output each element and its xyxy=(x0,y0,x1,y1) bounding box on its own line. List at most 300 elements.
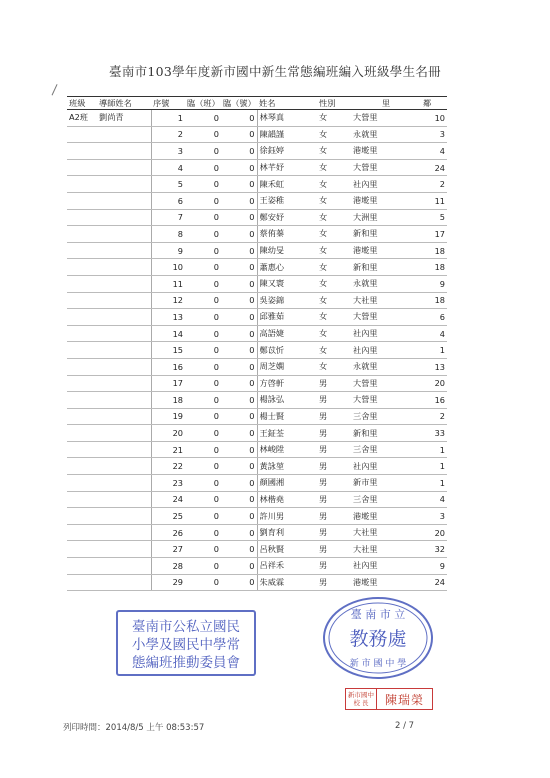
cell-neighborhood: 32 xyxy=(421,541,447,558)
cell-seq: 6 xyxy=(151,192,185,209)
cell-village: 三舍里 xyxy=(351,491,421,508)
cell-seq: 10 xyxy=(151,259,185,276)
cell-temp-num: 0 xyxy=(221,209,257,226)
cell-seq: 24 xyxy=(151,491,185,508)
cell-gender: 女 xyxy=(317,292,351,309)
cell-class xyxy=(67,192,97,209)
cell-class xyxy=(67,309,97,326)
cell-teacher xyxy=(97,342,151,359)
cell-name: 高語婕 xyxy=(257,325,317,342)
table-row xyxy=(67,159,447,176)
table-row xyxy=(67,209,447,226)
cell-class xyxy=(67,558,97,575)
cell-gender: 男 xyxy=(317,441,351,458)
cell-name: 吳姿錦 xyxy=(257,292,317,309)
table-row xyxy=(67,309,447,326)
cell-neighborhood: 24 xyxy=(421,574,447,591)
col-class: 班級 xyxy=(67,97,97,110)
cell-village: 港墘里 xyxy=(351,242,421,259)
cell-name: 鄭安妤 xyxy=(257,209,317,226)
cell-village: 永就里 xyxy=(351,126,421,143)
cell-teacher xyxy=(97,475,151,492)
cell-neighborhood: 33 xyxy=(421,425,447,442)
cell-name: 王鉦荃 xyxy=(257,425,317,442)
cell-class xyxy=(67,574,97,591)
cell-village: 社內里 xyxy=(351,176,421,193)
table-row xyxy=(67,358,447,375)
table-row xyxy=(67,441,447,458)
cell-neighborhood: 18 xyxy=(421,292,447,309)
cell-temp-num: 0 xyxy=(221,441,257,458)
table-row xyxy=(67,192,447,209)
cell-village: 大社里 xyxy=(351,292,421,309)
table-row xyxy=(67,558,447,575)
cell-temp-num: 0 xyxy=(221,375,257,392)
cell-village: 大營里 xyxy=(351,159,421,176)
cell-gender: 男 xyxy=(317,491,351,508)
cell-seq: 26 xyxy=(151,524,185,541)
cell-temp-class: 0 xyxy=(185,392,221,409)
table-row xyxy=(67,491,447,508)
cell-seq: 7 xyxy=(151,209,185,226)
cell-neighborhood: 6 xyxy=(421,309,447,326)
cell-class xyxy=(67,375,97,392)
cell-village: 大營里 xyxy=(351,110,421,127)
cell-teacher xyxy=(97,408,151,425)
cell-name: 陳幼旻 xyxy=(257,242,317,259)
cell-village: 港墘里 xyxy=(351,192,421,209)
cell-temp-class: 0 xyxy=(185,325,221,342)
cell-temp-num: 0 xyxy=(221,192,257,209)
committee-stamp-line: 小學及國民中學常 xyxy=(132,637,240,653)
cell-teacher xyxy=(97,292,151,309)
cell-name: 呂祥禾 xyxy=(257,558,317,575)
col-village: 里 xyxy=(351,97,421,110)
office-seal-center: 教務處 xyxy=(349,628,407,650)
cell-village: 三舍里 xyxy=(351,441,421,458)
cell-temp-num: 0 xyxy=(221,491,257,508)
cell-gender: 女 xyxy=(317,143,351,160)
table-row xyxy=(67,541,447,558)
cell-temp-class: 0 xyxy=(185,475,221,492)
cell-class xyxy=(67,541,97,558)
office-seal-top: 臺 南 市 立 xyxy=(350,608,406,621)
cell-neighborhood: 2 xyxy=(421,408,447,425)
cell-village: 新和里 xyxy=(351,425,421,442)
cell-teacher xyxy=(97,458,151,475)
cell-seq: 9 xyxy=(151,242,185,259)
cell-seq: 5 xyxy=(151,176,185,193)
cell-name: 王姿稚 xyxy=(257,192,317,209)
cell-gender: 男 xyxy=(317,408,351,425)
cell-neighborhood: 1 xyxy=(421,458,447,475)
cell-gender: 女 xyxy=(317,358,351,375)
cell-temp-class: 0 xyxy=(185,110,221,127)
cell-temp-num: 0 xyxy=(221,524,257,541)
table-row xyxy=(67,508,447,525)
table-header-row xyxy=(67,97,447,110)
cell-gender: 女 xyxy=(317,176,351,193)
cell-gender: 女 xyxy=(317,110,351,127)
cell-seq: 27 xyxy=(151,541,185,558)
cell-gender: 女 xyxy=(317,275,351,292)
cell-class xyxy=(67,392,97,409)
cell-teacher xyxy=(97,226,151,243)
cell-neighborhood: 1 xyxy=(421,441,447,458)
cell-village: 社內里 xyxy=(351,458,421,475)
cell-temp-num: 0 xyxy=(221,408,257,425)
cell-seq: 11 xyxy=(151,275,185,292)
cell-temp-class: 0 xyxy=(185,508,221,525)
cell-neighborhood: 18 xyxy=(421,259,447,276)
table-row xyxy=(67,126,447,143)
cell-village: 大社里 xyxy=(351,524,421,541)
cell-teacher xyxy=(97,309,151,326)
principal-seal-school: 新市國中 xyxy=(348,691,374,699)
cell-seq: 8 xyxy=(151,226,185,243)
table-row xyxy=(67,375,447,392)
cell-neighborhood: 9 xyxy=(421,558,447,575)
cell-name: 蕭惠心 xyxy=(257,259,317,276)
cell-temp-class: 0 xyxy=(185,425,221,442)
cell-gender: 男 xyxy=(317,558,351,575)
cell-temp-num: 0 xyxy=(221,143,257,160)
cell-temp-class: 0 xyxy=(185,126,221,143)
cell-name: 楊詠弘 xyxy=(257,392,317,409)
table-row xyxy=(67,458,447,475)
col-seq: 序號 xyxy=(151,97,185,110)
cell-temp-num: 0 xyxy=(221,574,257,591)
table-row xyxy=(67,226,447,243)
cell-teacher xyxy=(97,126,151,143)
cell-gender: 男 xyxy=(317,524,351,541)
cell-village: 三舍里 xyxy=(351,408,421,425)
cell-gender: 男 xyxy=(317,375,351,392)
document-title: 臺南市103學年度新市國中新生常態編班編入班級學生名冊 xyxy=(109,64,441,79)
cell-seq: 12 xyxy=(151,292,185,309)
cell-seq: 20 xyxy=(151,425,185,442)
cell-class xyxy=(67,242,97,259)
cell-village: 港墘里 xyxy=(351,574,421,591)
cell-teacher xyxy=(97,176,151,193)
cell-class xyxy=(67,159,97,176)
cell-gender: 女 xyxy=(317,259,351,276)
cell-class xyxy=(67,441,97,458)
table-row xyxy=(67,342,447,359)
cell-village: 大營里 xyxy=(351,309,421,326)
cell-temp-num: 0 xyxy=(221,176,257,193)
cell-temp-class: 0 xyxy=(185,159,221,176)
cell-name: 林琴真 xyxy=(257,110,317,127)
table-row xyxy=(67,275,447,292)
cell-neighborhood: 20 xyxy=(421,524,447,541)
cell-temp-class: 0 xyxy=(185,226,221,243)
cell-temp-num: 0 xyxy=(221,126,257,143)
principal-seal-name: 陳瑞榮 xyxy=(384,692,424,707)
principal-seal-role: 校 長 xyxy=(353,699,369,707)
cell-temp-class: 0 xyxy=(185,143,221,160)
cell-name: 徐鈺婷 xyxy=(257,143,317,160)
cell-class: A2班 xyxy=(67,110,97,127)
table-row xyxy=(67,425,447,442)
cell-teacher xyxy=(97,574,151,591)
cell-temp-num: 0 xyxy=(221,275,257,292)
cell-teacher xyxy=(97,441,151,458)
cell-teacher xyxy=(97,508,151,525)
cell-temp-class: 0 xyxy=(185,176,221,193)
table-row xyxy=(67,574,447,591)
cell-teacher xyxy=(97,209,151,226)
col-teacher: 導師姓名 xyxy=(97,97,151,110)
cell-name: 劉育利 xyxy=(257,524,317,541)
cell-temp-class: 0 xyxy=(185,458,221,475)
cell-name: 方啓軒 xyxy=(257,375,317,392)
cell-seq: 2 xyxy=(151,126,185,143)
cell-neighborhood: 18 xyxy=(421,242,447,259)
cell-temp-class: 0 xyxy=(185,574,221,591)
cell-village: 港墘里 xyxy=(351,143,421,160)
col-temp-num: 臨（號） xyxy=(223,97,256,108)
cell-temp-num: 0 xyxy=(221,475,257,492)
cell-village: 社內里 xyxy=(351,325,421,342)
cell-temp-num: 0 xyxy=(221,342,257,359)
cell-seq: 23 xyxy=(151,475,185,492)
cell-class xyxy=(67,292,97,309)
cell-temp-num: 0 xyxy=(221,558,257,575)
cell-gender: 女 xyxy=(317,342,351,359)
cell-neighborhood: 3 xyxy=(421,126,447,143)
cell-class xyxy=(67,176,97,193)
cell-class xyxy=(67,458,97,475)
cell-name: 楊士賢 xyxy=(257,408,317,425)
cell-seq: 22 xyxy=(151,458,185,475)
principal-seal-title xyxy=(346,689,377,709)
cell-gender: 女 xyxy=(317,226,351,243)
cell-temp-class: 0 xyxy=(185,209,221,226)
cell-name: 顏國湘 xyxy=(257,475,317,492)
table-row xyxy=(67,143,447,160)
table-row xyxy=(67,292,447,309)
cell-temp-num: 0 xyxy=(221,392,257,409)
cell-temp-class: 0 xyxy=(185,441,221,458)
table-row xyxy=(67,475,447,492)
cell-neighborhood: 1 xyxy=(421,475,447,492)
cell-neighborhood: 5 xyxy=(421,209,447,226)
cell-gender: 女 xyxy=(317,309,351,326)
cell-gender: 男 xyxy=(317,392,351,409)
cell-name: 許川男 xyxy=(257,508,317,525)
cell-teacher xyxy=(97,242,151,259)
print-time: 列印時間：2014/8/5 上午 08:53:57 xyxy=(63,723,205,733)
cell-village: 新和里 xyxy=(351,226,421,243)
cell-gender: 女 xyxy=(317,325,351,342)
cell-seq: 14 xyxy=(151,325,185,342)
cell-teacher xyxy=(97,325,151,342)
cell-gender: 女 xyxy=(317,159,351,176)
office-seal xyxy=(322,596,434,680)
cell-village: 港墘里 xyxy=(351,508,421,525)
cell-teacher xyxy=(97,143,151,160)
cell-name: 鄭苡忻 xyxy=(257,342,317,359)
cell-temp-class: 0 xyxy=(185,375,221,392)
cell-seq: 1 xyxy=(151,110,185,127)
pen-mark xyxy=(52,84,59,96)
cell-temp-class: 0 xyxy=(185,491,221,508)
committee-stamp xyxy=(116,610,256,676)
cell-gender: 男 xyxy=(317,541,351,558)
cell-seq: 17 xyxy=(151,375,185,392)
cell-teacher xyxy=(97,425,151,442)
cell-teacher xyxy=(97,541,151,558)
cell-name: 朱威霖 xyxy=(257,574,317,591)
cell-teacher xyxy=(97,375,151,392)
table-row xyxy=(67,325,447,342)
cell-neighborhood: 17 xyxy=(421,226,447,243)
cell-temp-num: 0 xyxy=(221,309,257,326)
cell-neighborhood: 4 xyxy=(421,325,447,342)
cell-gender: 女 xyxy=(317,126,351,143)
cell-temp-num: 0 xyxy=(221,259,257,276)
cell-class xyxy=(67,524,97,541)
committee-stamp-line: 態編班推動委員會 xyxy=(132,655,240,671)
cell-teacher xyxy=(97,275,151,292)
cell-teacher xyxy=(97,259,151,276)
cell-seq: 29 xyxy=(151,574,185,591)
cell-neighborhood: 2 xyxy=(421,176,447,193)
cell-class xyxy=(67,226,97,243)
cell-teacher xyxy=(97,392,151,409)
cell-seq: 19 xyxy=(151,408,185,425)
cell-temp-num: 0 xyxy=(221,425,257,442)
cell-temp-class: 0 xyxy=(185,524,221,541)
cell-village: 社內里 xyxy=(351,558,421,575)
cell-teacher xyxy=(97,558,151,575)
cell-temp-num: 0 xyxy=(221,242,257,259)
cell-class xyxy=(67,275,97,292)
cell-gender: 女 xyxy=(317,209,351,226)
cell-name: 林芊妤 xyxy=(257,159,317,176)
cell-name: 邱雅茹 xyxy=(257,309,317,326)
cell-class xyxy=(67,508,97,525)
cell-temp-class: 0 xyxy=(185,358,221,375)
cell-temp-num: 0 xyxy=(221,292,257,309)
cell-gender: 女 xyxy=(317,242,351,259)
col-neighborhood: 鄰 xyxy=(421,97,447,110)
cell-name: 陳又寰 xyxy=(257,275,317,292)
cell-temp-class: 0 xyxy=(185,292,221,309)
student-roster-table xyxy=(67,96,447,591)
cell-class xyxy=(67,259,97,276)
cell-village: 新和里 xyxy=(351,259,421,276)
cell-temp-num: 0 xyxy=(221,541,257,558)
table-row xyxy=(67,176,447,193)
cell-seq: 18 xyxy=(151,392,185,409)
cell-neighborhood: 1 xyxy=(421,342,447,359)
cell-class xyxy=(67,425,97,442)
cell-class xyxy=(67,491,97,508)
cell-teacher xyxy=(97,358,151,375)
cell-village: 大洲里 xyxy=(351,209,421,226)
cell-teacher: 劉尚青 xyxy=(97,110,151,127)
col-gender: 性別 xyxy=(317,97,351,110)
cell-gender: 男 xyxy=(317,574,351,591)
cell-temp-num: 0 xyxy=(221,226,257,243)
cell-name: 蔡侑蓁 xyxy=(257,226,317,243)
cell-class xyxy=(67,209,97,226)
cell-class xyxy=(67,126,97,143)
cell-class xyxy=(67,143,97,160)
cell-village: 大營里 xyxy=(351,375,421,392)
cell-village: 大營里 xyxy=(351,392,421,409)
table-row xyxy=(67,524,447,541)
cell-temp-class: 0 xyxy=(185,558,221,575)
cell-gender: 男 xyxy=(317,508,351,525)
cell-temp-class: 0 xyxy=(185,408,221,425)
table-row xyxy=(67,408,447,425)
cell-village: 永就里 xyxy=(351,358,421,375)
cell-class xyxy=(67,475,97,492)
cell-neighborhood: 9 xyxy=(421,275,447,292)
roster-body xyxy=(67,110,447,591)
cell-seq: 21 xyxy=(151,441,185,458)
office-seal-bottom: 新 市 國 中 學 xyxy=(349,659,407,669)
col-temp-class: 臨（班） xyxy=(187,97,220,108)
cell-name: 陳禾虹 xyxy=(257,176,317,193)
page-number: 2 / 7 xyxy=(395,721,415,731)
cell-temp-class: 0 xyxy=(185,259,221,276)
table-row xyxy=(67,110,447,127)
cell-teacher xyxy=(97,192,151,209)
cell-name: 林楷堯 xyxy=(257,491,317,508)
cell-name: 周芝嫻 xyxy=(257,358,317,375)
cell-teacher xyxy=(97,524,151,541)
cell-seq: 25 xyxy=(151,508,185,525)
cell-class xyxy=(67,325,97,342)
cell-gender: 女 xyxy=(317,192,351,209)
cell-neighborhood: 13 xyxy=(421,358,447,375)
cell-temp-num: 0 xyxy=(221,110,257,127)
cell-neighborhood: 11 xyxy=(421,192,447,209)
cell-neighborhood: 4 xyxy=(421,491,447,508)
cell-neighborhood: 16 xyxy=(421,392,447,409)
cell-temp-class: 0 xyxy=(185,275,221,292)
cell-neighborhood: 20 xyxy=(421,375,447,392)
cell-teacher xyxy=(97,159,151,176)
cell-village: 大社里 xyxy=(351,541,421,558)
cell-neighborhood: 24 xyxy=(421,159,447,176)
table-row xyxy=(67,392,447,409)
cell-village: 社內里 xyxy=(351,342,421,359)
cell-neighborhood: 10 xyxy=(421,110,447,127)
cell-gender: 男 xyxy=(317,475,351,492)
cell-temp-class: 0 xyxy=(185,192,221,209)
cell-name: 陳韻謹 xyxy=(257,126,317,143)
cell-neighborhood: 3 xyxy=(421,508,447,525)
cell-temp-num: 0 xyxy=(221,458,257,475)
cell-gender: 男 xyxy=(317,425,351,442)
committee-stamp-line: 臺南市公私立國民 xyxy=(132,619,240,635)
cell-class xyxy=(67,408,97,425)
cell-neighborhood: 4 xyxy=(421,143,447,160)
col-name: 姓名 xyxy=(257,97,317,110)
cell-seq: 3 xyxy=(151,143,185,160)
cell-seq: 15 xyxy=(151,342,185,359)
cell-gender: 男 xyxy=(317,458,351,475)
cell-name: 林峻陞 xyxy=(257,441,317,458)
cell-village: 新市里 xyxy=(351,475,421,492)
cell-class xyxy=(67,358,97,375)
cell-temp-num: 0 xyxy=(221,325,257,342)
